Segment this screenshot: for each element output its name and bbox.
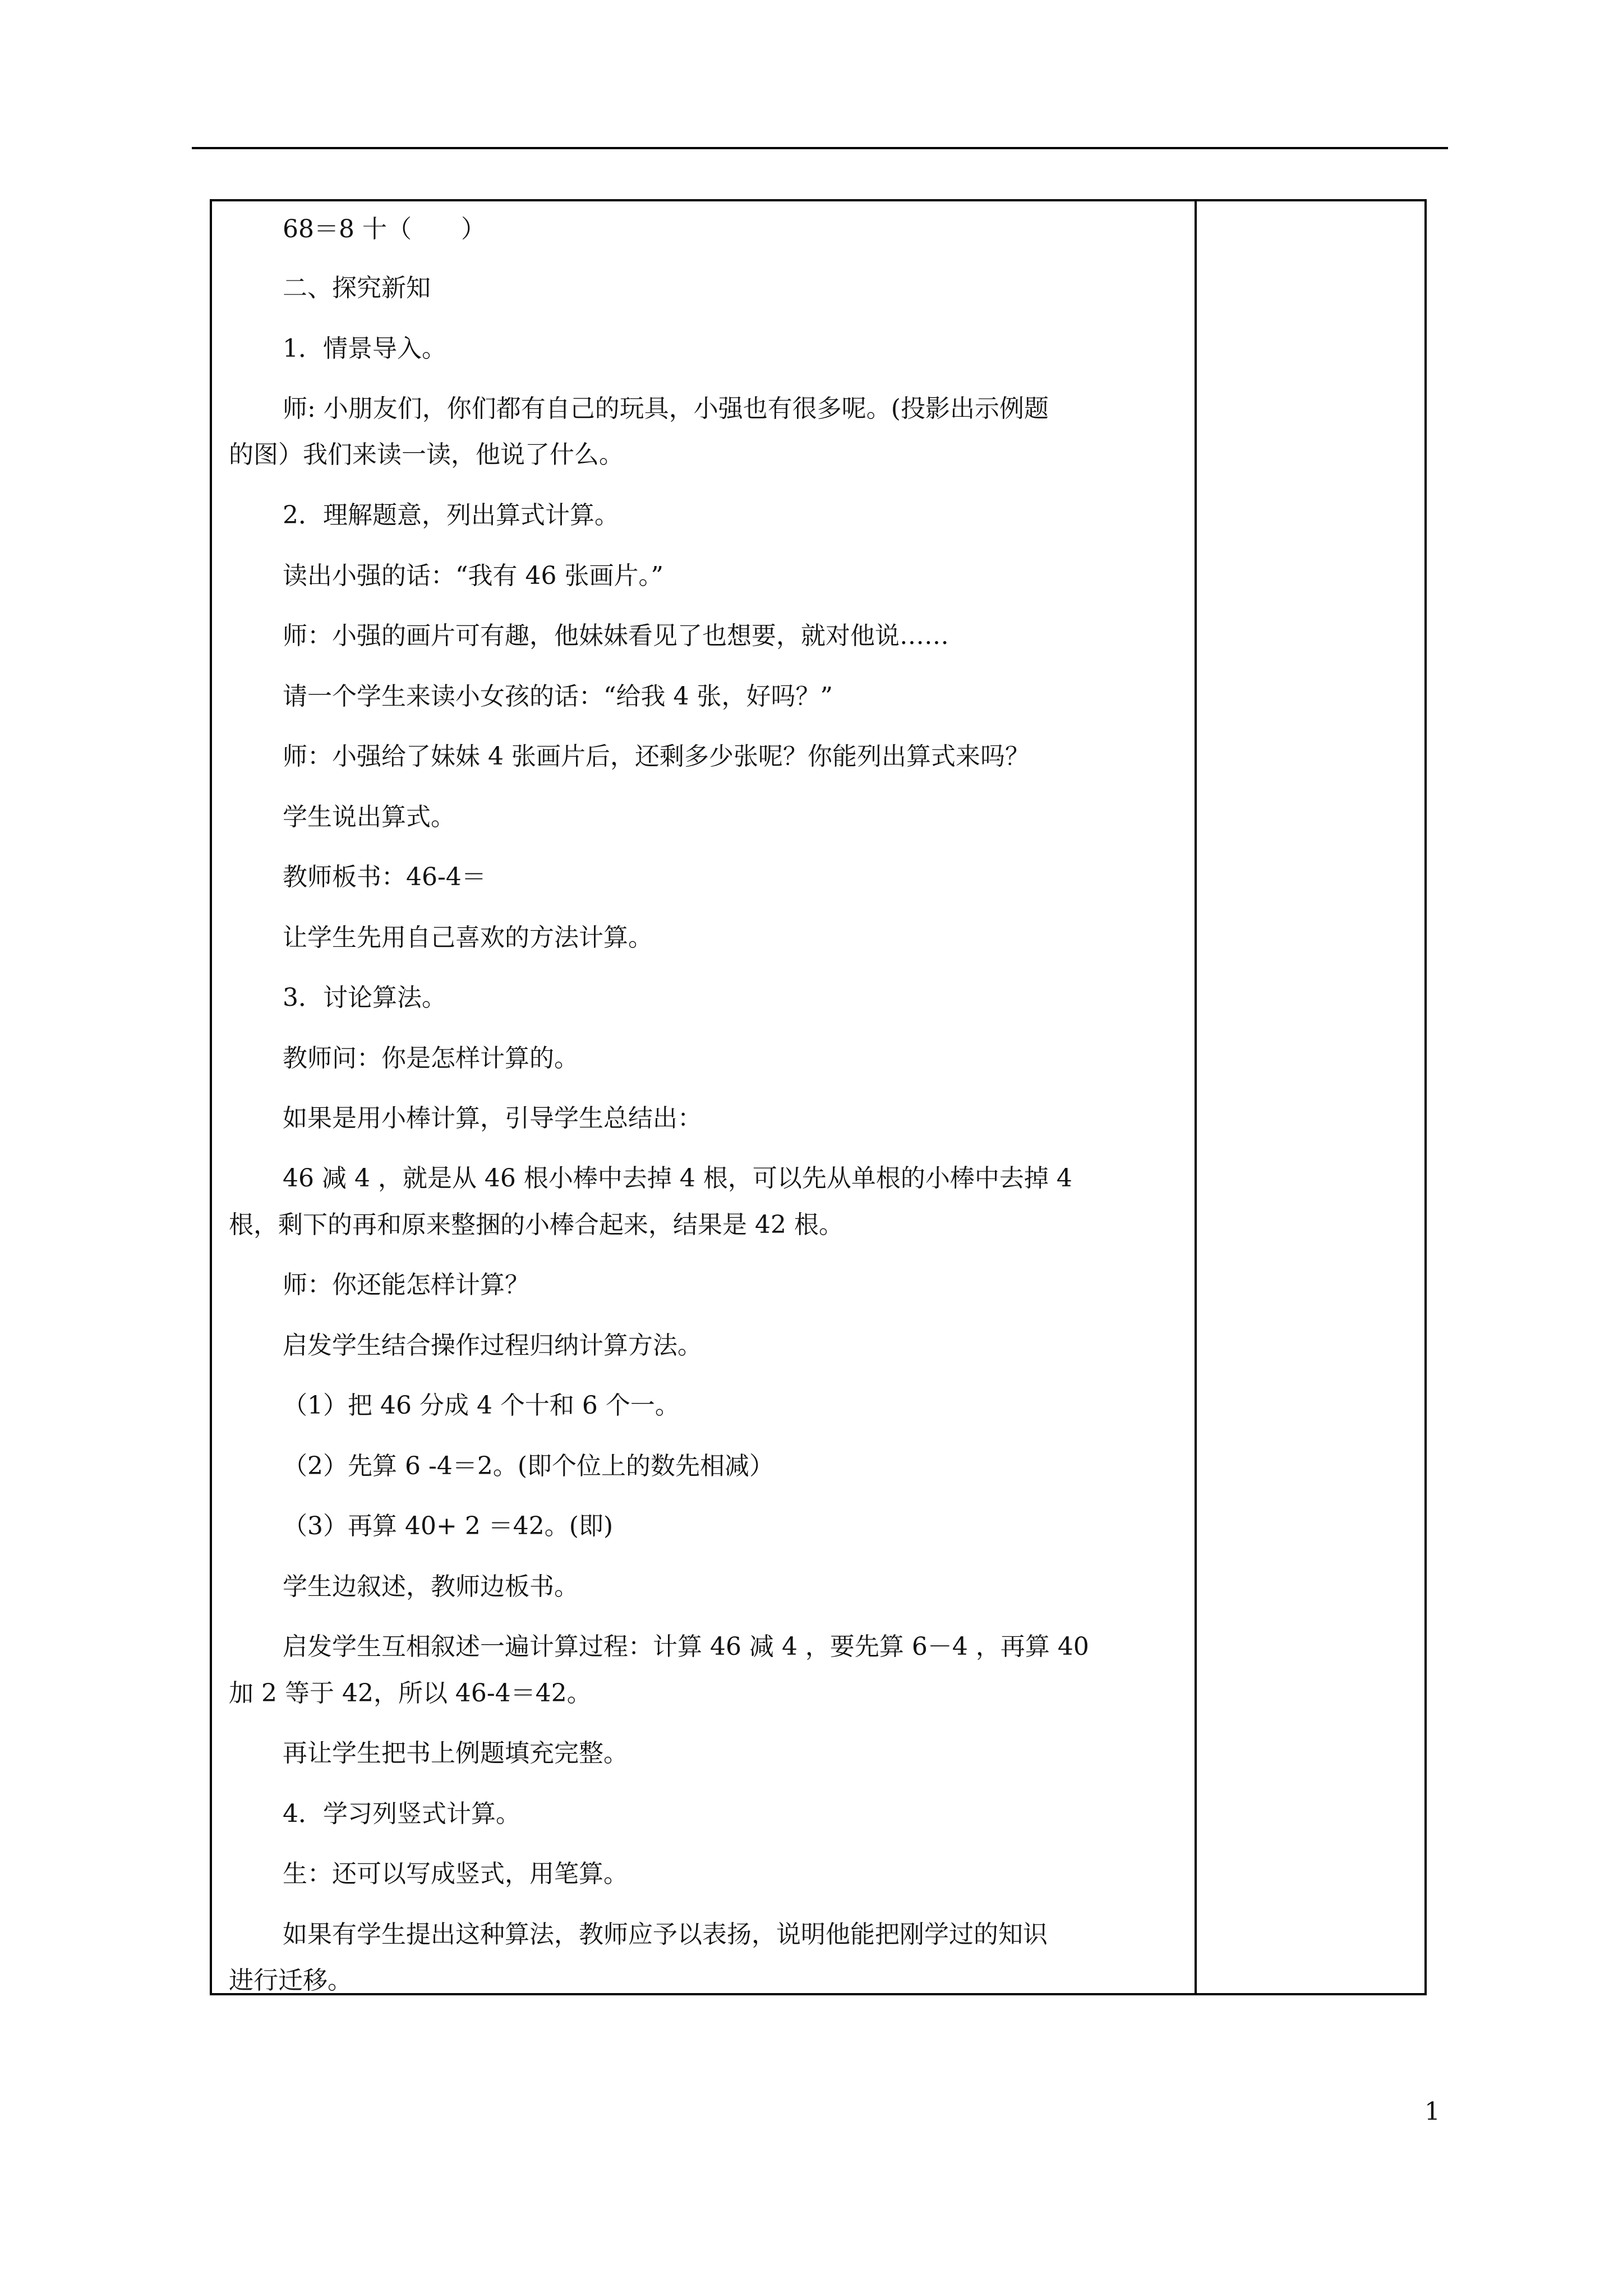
text-line: 生：还可以写成竖式，用笔算。	[283, 1860, 628, 1888]
page-number: 1	[1424, 2097, 1440, 2126]
text-line: 让学生先用自己喜欢的方法计算。	[283, 923, 653, 952]
step-heading: 1．情景导入。	[283, 334, 446, 363]
step-heading: 3．讨论算法。	[283, 983, 446, 1012]
text-line: 根，剩下的再和原来整捆的小棒合起来，结果是 42 根。	[229, 1211, 843, 1239]
step-heading: 4．学习列竖式计算。	[283, 1800, 520, 1828]
text-line: 如果有学生提出这种算法，教师应予以表扬，说明他能把刚学过的知识	[283, 1920, 1048, 1949]
text-line: 如果是用小棒计算，引导学生总结出：	[283, 1104, 702, 1133]
text-line: 68＝8 十（ ）	[283, 215, 486, 243]
text-line: 读出小强的话：“我有 46 张画片。”	[283, 562, 663, 590]
lesson-content	[229, 201, 1182, 1993]
list-item: （2）先算 6 -4＝2。(即个位上的数先相减）	[283, 1452, 774, 1480]
text-line: 加 2 等于 42，所以 46-4＝42。	[229, 1679, 592, 1708]
text-line: 师：小强给了妹妹 4 张画片后，还剩多少张呢？你能列出算式来吗？	[283, 742, 1030, 771]
text-line: 启发学生结合操作过程归纳计算方法。	[283, 1331, 702, 1360]
lesson-table	[210, 199, 1427, 1995]
text-line: 师：你还能怎样计算？	[283, 1271, 529, 1299]
list-item: （3）再算 40+ 2 ＝42。(即)	[283, 1512, 614, 1540]
column-divider	[1195, 201, 1197, 1993]
text-line: 启发学生互相叙述一遍计算过程：计算 46 减 4 ，要先算 6－4 ，再算 40	[283, 1632, 1089, 1661]
text-line: 教师板书：46-4＝	[283, 863, 486, 891]
text-line: 请一个学生来读小女孩的话：“给我 4 张，好吗？”	[283, 682, 833, 711]
step-heading: 2．理解题意，列出算式计算。	[283, 501, 619, 530]
text-line: 46 减 4 ，就是从 46 根小棒中去掉 4 根，可以先从单根的小棒中去掉 4	[283, 1164, 1072, 1193]
header-rule	[192, 147, 1448, 149]
text-line: 教师问：你是怎样计算的。	[283, 1044, 579, 1073]
list-item: （1）把 46 分成 4 个十和 6 个一。	[283, 1391, 680, 1420]
text-line: 学生说出算式。	[283, 803, 455, 831]
text-line: 的图）我们来读一读，他说了什么。	[229, 440, 624, 469]
text-line: 师：小强的画片可有趣，他妹妹看见了也想要，就对他说……	[283, 622, 949, 650]
text-line: 再让学生把书上例题填充完整。	[283, 1739, 628, 1768]
text-line: 学生边叙述，教师边板书。	[283, 1572, 579, 1601]
text-line: 进行迁移。	[229, 1966, 352, 1995]
text-line: 师: 小朋友们，你们都有自己的玩具，小强也有很多呢。(投影出示例题	[283, 394, 1049, 423]
section-heading: 二、探究新知	[283, 274, 431, 302]
